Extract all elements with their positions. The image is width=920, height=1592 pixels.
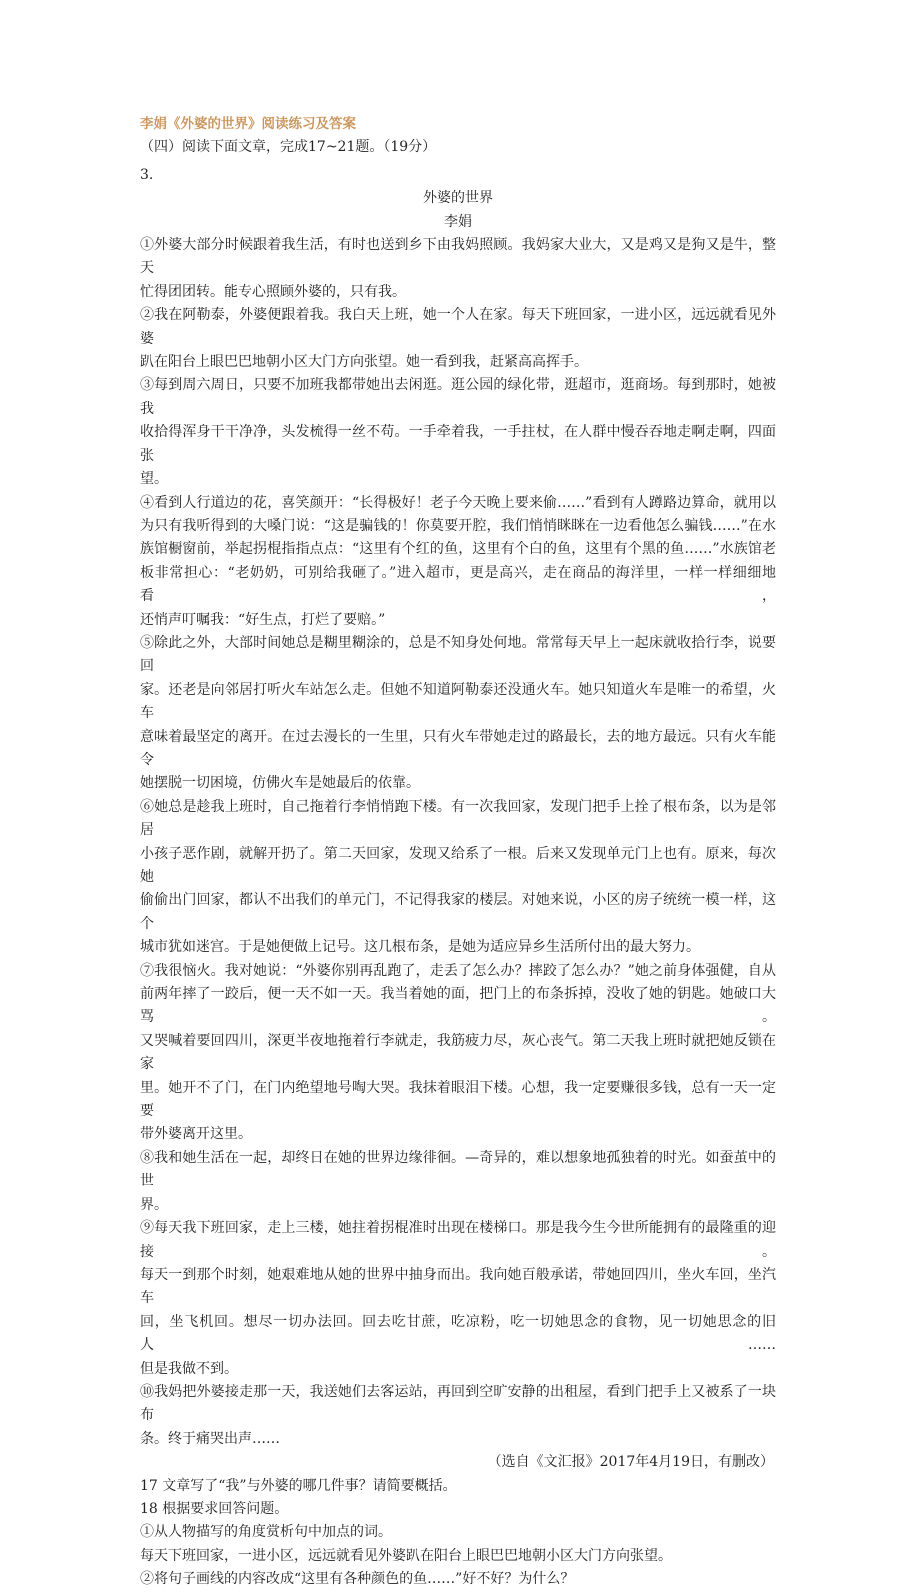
paragraph-line: ⑥她总是趁我上班时，自己拖着行李悄悄跑下楼。有一次我回家，发现门把手上拴了根布条，以为是邻居 (140, 798, 776, 839)
paragraph-line: ①外婆大部分时候跟着我生活，有时也送到乡下由我妈照顾。我妈家大业大，又是鸡又是狗又是牛，整天 (140, 237, 776, 277)
paragraph-line: 偷偷出门回家，都认不出我们的单元门，不记得我家的楼层。对她来说，小区的房子统统一模一样，这个 (140, 892, 776, 932)
article-paragraph (140, 1217, 776, 1381)
article-body (140, 234, 776, 1451)
article-paragraph (140, 1147, 776, 1217)
article-paragraph (140, 492, 776, 632)
question-line: ②将句子画线的内容改成“这里有各种颜色的鱼……”好不好？为什么？ (140, 1571, 575, 1588)
paragraph-line: 她摆脱一切困境，仿佛火车是她最后的依靠。 (140, 775, 420, 792)
article-paragraph (140, 632, 776, 796)
article-paragraph (140, 374, 776, 491)
paragraph-line: 回，坐飞机回。想尽一切办法回。回去吃甘蔗，吃凉粉，吃一切她思念的食物，见一切她思念的旧人…… (140, 1313, 776, 1354)
article-paragraph (140, 796, 776, 960)
article-author: 李娟 (444, 213, 472, 230)
paragraph-line: 又哭喊着要回四川，深更半夜地拖着行李就走，我筋疲力尽，灰心丧气。第二天我上班时就把她反锁在家 (140, 1032, 776, 1073)
questions (140, 1475, 776, 1592)
paragraph-line: 为只有我听得到的大嗓门说：“这是骗钱的！你莫要开腔，我们悄悄眯眯在一边看他怎么骗钱……”在水 (140, 517, 776, 534)
paragraph-line: 意味着最坚定的离开。在过去漫长的一生里，只有火车带她走过的路最长，去的地方最远。只有火车能令 (140, 728, 776, 768)
article-paragraph (140, 1381, 776, 1451)
paragraph-line: 每天一到那个时刻，她艰难地从她的世界中抽身而出。我向她百般承诺，带她回四川，坐火车回，坐汽车 (140, 1266, 776, 1307)
article-source: （选自《文汇报》2017年4月19日，有删改） (487, 1454, 774, 1471)
question-line: 17 文章写了“我”与外婆的哪几件事？请简要概括。 (140, 1477, 457, 1494)
paragraph-line: 家。还老是向邻居打听火车站怎么走。但她不知道阿勒泰还没通火车。她只知道火车是唯一的希望，火车 (140, 681, 776, 722)
paragraph-line: 界。 (140, 1196, 168, 1213)
paragraph-line: ⑦我很恼火。我对她说：“外婆你别再乱跑了，走丢了怎么办？摔跤了怎么办？”她之前身体强健，自从 (140, 962, 776, 979)
paragraph-line: ⑧我和她生活在一起，却终日在她的世界边缘徘徊。—奇异的，难以想象地孤独着的时光。如蚕茧中的世 (140, 1149, 776, 1190)
paragraph-line: ⑤除此之外，大部时间她总是糊里糊涂的，总是不知身处何地。常常每天早上一起床就收拾行李，说要回 (140, 634, 776, 675)
article-paragraph (140, 960, 776, 1147)
question-line: ①从人物描写的角度赏析句中加点的词。 (140, 1524, 392, 1541)
article-paragraph (140, 234, 776, 304)
question-line: 18 根据要求回答问题。 (140, 1500, 289, 1517)
paragraph-line: 里。她开不了门，在门内绝望地号啕大哭。我抹着眼泪下楼。心想，我一定要赚很多钱，总有一天一定要 (140, 1079, 776, 1120)
paragraph-line: 前两年摔了一跤后，便一天不如一天。我当着她的面，把门上的布条拆掉，没收了她的钥匙。她破口大骂。 (140, 986, 776, 1026)
paragraph-line: 忙得团团转。能专心照顾外婆的，只有我。 (140, 283, 406, 300)
paragraph-line: 望。 (140, 471, 168, 488)
article-paragraph (140, 304, 776, 374)
paragraph-line: 板非常担心：“老奶奶，可别给我砸了。”进入超市，更是高兴，走在商品的海洋里，一样一样细细地看， (140, 564, 776, 605)
paragraph-line: 城市犹如迷宫。于是她便做上记号。这几根布条，是她为适应异乡生活所付出的最大努力。 (140, 939, 700, 956)
paragraph-line: ②我在阿勒泰，外婆便跟着我。我白天上班，她一个人在家。每天下班回家，一进小区，远远就看见外婆 (140, 307, 776, 347)
paragraph-line: 小孩子恶作剧，就解开扔了。第二天回家，发现又给系了一根。后来又发现单元门上也有。原来，每次她 (140, 845, 776, 885)
paragraph-line: 收拾得浑身干干净净，头发梳得一丝不苟。一手牵着我，一手拄杖，在人群中慢吞吞地走啊走啊，四面张 (140, 424, 776, 464)
paragraph-line: ⑨每天我下班回家，走上三楼，她拄着拐棍准时出现在楼梯口。那是我今生今世所能拥有的最隆重的迎接。 (140, 1220, 776, 1260)
paragraph-line: 族馆橱窗前，举起拐棍指指点点：“这里有个红的鱼，这里有个白的鱼，这里有个黑的鱼……”水族馆老 (140, 541, 776, 558)
paragraph-line: ③每到周六周日，只要不加班我都带她出去闲逛。逛公园的绿化带，逛超市，逛商场。每到那时，她被我 (140, 377, 776, 417)
paragraph-line: 趴在阳台上眼巴巴地朝小区大门方向张望。她一看到我，赶紧高高挥手。 (140, 354, 588, 371)
paragraph-line: 但是我做不到。 (140, 1360, 238, 1377)
instruction: （四）阅读下面文章，完成17~21题。（19分） (140, 139, 437, 156)
question-number: 3. (140, 166, 154, 183)
document-title: 李娟《外婆的世界》阅读练习及答案 (140, 116, 356, 132)
paragraph-line: ④看到人行道边的花，喜笑颜开：“长得极好！老子今天晚上要来偷……”看到有人蹲路边算命，就用以 (140, 494, 776, 511)
paragraph-line: 还悄声叮嘱我：“好生点，打烂了要赔。” (140, 611, 386, 628)
paragraph-line: 条。终于痛哭出声…… (140, 1430, 280, 1447)
question-line: 每天下班回家，一进小区，远远就看见外婆趴在阳台上眼巴巴地朝小区大门方向张望。 (140, 1547, 672, 1564)
paragraph-line: 带外婆离开这里。 (140, 1126, 252, 1143)
paragraph-line: ⑩我妈把外婆接走那一天，我送她们去客运站，再回到空旷安静的出租屋，看到门把手上又被系了一块布 (140, 1383, 776, 1424)
article-title: 外婆的世界 (423, 190, 493, 207)
document (140, 113, 776, 1592)
